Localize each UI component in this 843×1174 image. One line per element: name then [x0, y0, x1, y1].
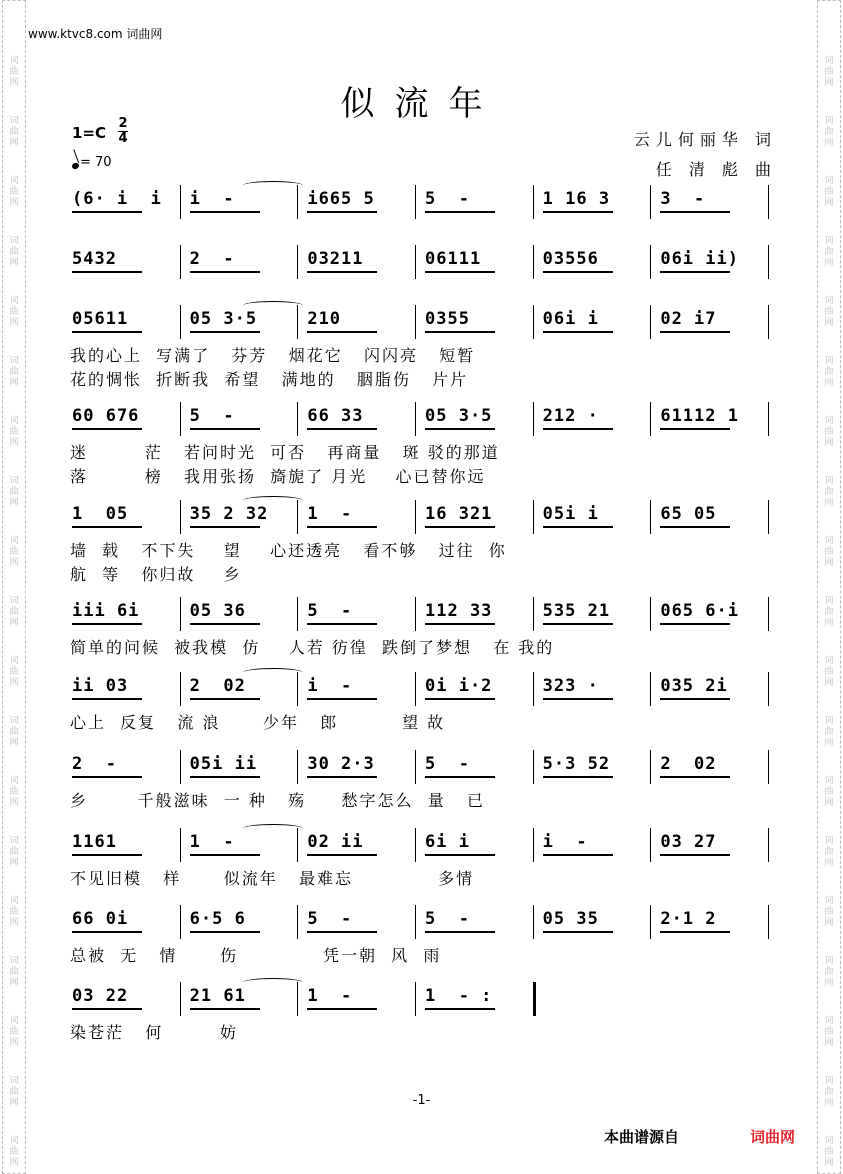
beam-line [72, 854, 142, 856]
measure-notes: 66 0i [72, 909, 129, 929]
measure-notes: 66 33 [307, 406, 364, 426]
beam-line [425, 1008, 495, 1010]
measure-notes: 05 36 [189, 601, 246, 621]
barline [650, 402, 651, 436]
lyric-line: 不见旧模 样 似流年 最难忘 多情 [70, 869, 475, 888]
barline [415, 185, 416, 219]
beam-line [660, 854, 730, 856]
beam-line [72, 1008, 142, 1010]
barline [415, 905, 416, 939]
barline [180, 245, 181, 279]
barline [650, 185, 651, 219]
measure-notes: 5 - [425, 909, 470, 929]
tie-arc [243, 824, 303, 833]
measure-notes: 02 ii [307, 832, 364, 852]
beam-line [307, 428, 377, 430]
margin-watermark: 词 曲 网 [9, 896, 19, 928]
beam-line [660, 211, 730, 213]
right-margin-strip [817, 0, 841, 1174]
measure-notes: 6·5 6 [189, 909, 246, 929]
barline [180, 672, 181, 706]
lyric-line: 航 等 你归故 乡 [70, 565, 242, 584]
lyric-line: 简单的问候 被我模 仿 人若 彷徨 跌倒了梦想 在 我的 [70, 638, 555, 657]
barline [533, 500, 534, 534]
measure-notes: 03 22 [72, 986, 129, 1006]
margin-watermark: 词 曲 网 [9, 596, 19, 628]
time-signature-bottom: 4 [118, 131, 128, 146]
beam-line [307, 623, 377, 625]
beam-line [190, 854, 260, 856]
measure-notes: 5 - [307, 601, 353, 621]
barline [415, 828, 416, 862]
barline [533, 305, 534, 339]
barline [768, 245, 769, 279]
barline [768, 672, 769, 706]
measure-notes: 05i i [542, 504, 599, 524]
measure-notes: i - [189, 189, 235, 209]
measure-notes: 05611 [72, 309, 129, 329]
margin-watermark: 词 曲 网 [824, 476, 834, 508]
margin-watermark: 词 曲 网 [9, 296, 19, 328]
beam-line [190, 331, 260, 333]
margin-watermark: 词 曲 网 [824, 836, 834, 868]
lyric-line: 心上 反复 流 浪 少年 郎 望 故 [70, 713, 446, 732]
beam-line [307, 271, 377, 273]
barline [533, 245, 534, 279]
barline [180, 750, 181, 784]
barline [650, 245, 651, 279]
beam-line [543, 854, 613, 856]
beam-line [543, 271, 613, 273]
measure-notes: 03 27 [660, 832, 717, 852]
lyric-line: 乡 千般滋味 一 种 殇 愁字怎么 量 已 [70, 791, 485, 810]
barline [180, 597, 181, 631]
barline [297, 245, 298, 279]
tie-arc [243, 978, 303, 987]
beam-line [190, 428, 260, 430]
beam-line [307, 931, 377, 933]
measure-notes: 5 - [189, 406, 235, 426]
beam-line [190, 1008, 260, 1010]
barline [768, 500, 769, 534]
measure-notes: 5 - [425, 754, 470, 774]
beam-line [543, 526, 613, 528]
key-signature: 1=C [72, 124, 107, 142]
measure-notes: 6i i [425, 832, 470, 852]
beam-line [307, 698, 377, 700]
measure-notes: 1 16 3 [542, 189, 611, 209]
margin-watermark: 词 曲 网 [824, 1076, 834, 1108]
measure-notes: 2 - [189, 249, 235, 269]
barline [415, 597, 416, 631]
margin-watermark: 词 曲 网 [824, 776, 834, 808]
barline [650, 750, 651, 784]
margin-watermark: 词 曲 网 [9, 356, 19, 388]
beam-line [660, 526, 730, 528]
measure-notes: i - [307, 676, 353, 696]
barline [297, 828, 298, 862]
barline [180, 305, 181, 339]
barline [180, 828, 181, 862]
margin-watermark: 词 曲 网 [9, 56, 19, 88]
measure-notes: 535 21 [542, 601, 611, 621]
beam-line [190, 211, 260, 213]
barline [533, 905, 534, 939]
lyric-line: 染苍茫 何 妨 [70, 1023, 238, 1042]
measure-notes: 03556 [542, 249, 599, 269]
margin-watermark: 词 曲 网 [9, 956, 19, 988]
margin-watermark: 词 曲 网 [824, 896, 834, 928]
barline [533, 672, 534, 706]
barline [297, 905, 298, 939]
tempo-marking [72, 155, 112, 170]
margin-watermark: 词 曲 网 [824, 176, 834, 208]
tempo-value: = 70 [80, 155, 112, 170]
margin-watermark: 词 曲 网 [824, 1016, 834, 1048]
barline [533, 750, 534, 784]
beam-line [425, 623, 495, 625]
barline [180, 500, 181, 534]
margin-watermark: 词 曲 网 [824, 356, 834, 388]
lyric-line: 墙 载 不下失 望 心还透亮 看不够 过往 你 [70, 541, 507, 560]
barline [297, 750, 298, 784]
barline [650, 597, 651, 631]
beam-line [190, 931, 260, 933]
beam-line [660, 776, 730, 778]
beam-line [543, 211, 613, 213]
margin-watermark: 词 曲 网 [824, 716, 834, 748]
beam-line [307, 526, 377, 528]
source-brand-logo: 词曲网 [750, 1128, 796, 1146]
margin-watermark: 词 曲 网 [824, 1136, 834, 1168]
margin-watermark: 词 曲 网 [824, 56, 834, 88]
measure-notes: 2 - [72, 754, 117, 774]
tie-arc [243, 496, 303, 505]
page-number: -1- [412, 1093, 431, 1108]
barline [533, 828, 534, 862]
margin-watermark: 词 曲 网 [824, 656, 834, 688]
barline [297, 597, 298, 631]
margin-watermark: 词 曲 网 [9, 1076, 19, 1108]
measure-notes: 035 2i [660, 676, 728, 696]
beam-line [307, 1008, 377, 1010]
barline [297, 402, 298, 436]
margin-watermark: 词 曲 网 [824, 116, 834, 148]
beam-line [72, 776, 142, 778]
barline [533, 982, 536, 1016]
beam-line [660, 271, 730, 273]
lyric-line: 我的心上 写满了 芬芳 烟花它 闪闪亮 短暂 [70, 346, 476, 365]
beam-line [543, 623, 613, 625]
beam-line [660, 331, 730, 333]
barline [768, 828, 769, 862]
tie-arc [243, 301, 303, 310]
beam-line [72, 698, 142, 700]
beam-line [425, 331, 495, 333]
measure-notes: 65 05 [660, 504, 717, 524]
margin-watermark: 词 曲 网 [824, 296, 834, 328]
measure-notes: 05 3·5 [425, 406, 493, 426]
margin-watermark: 词 曲 网 [9, 1136, 19, 1168]
margin-watermark: 词 曲 网 [824, 236, 834, 268]
measure-notes: i - [542, 832, 588, 852]
beam-line [543, 776, 613, 778]
lyric-line: 落 榜 我用张扬 旖旎了 月光 心已替你远 [70, 467, 486, 486]
barline [415, 672, 416, 706]
beam-line [190, 623, 260, 625]
barline [180, 905, 181, 939]
measure-notes: 1161 [72, 832, 117, 852]
barline [650, 305, 651, 339]
barline [768, 185, 769, 219]
barline [650, 828, 651, 862]
source-label: 本曲谱源自 [604, 1128, 680, 1146]
lyric-line: 总被 无 情 伤 凭一朝 风 雨 [70, 946, 442, 965]
barline [297, 672, 298, 706]
measure-notes: 212 · [542, 406, 599, 426]
beam-line [543, 698, 613, 700]
measure-notes: 02 i7 [660, 309, 717, 329]
measure-notes: 1 - [307, 504, 353, 524]
measure-notes: (6· i i [72, 189, 162, 209]
measure-notes: 210 [307, 309, 342, 329]
measure-notes: 1 - [307, 986, 353, 1006]
barline [415, 750, 416, 784]
lyric-line: 迷 茫 若问时光 可否 再商量 斑 驳的那道 [70, 443, 500, 462]
margin-watermark: 词 曲 网 [9, 416, 19, 448]
measure-notes: 06111 [425, 249, 482, 269]
measure-notes: 60 676 [72, 406, 140, 426]
beam-line [660, 931, 730, 933]
measure-notes: 05 35 [542, 909, 599, 929]
barline [650, 500, 651, 534]
lyricist-credit: 云儿何丽华 词 [633, 130, 777, 149]
margin-watermark: 词 曲 网 [9, 656, 19, 688]
barline [415, 245, 416, 279]
beam-line [425, 931, 495, 933]
tie-arc [243, 181, 303, 190]
site-url: www.ktvc8.com 词曲网 [28, 27, 163, 41]
barline [415, 500, 416, 534]
measure-notes: 05i ii [189, 754, 258, 774]
measure-notes: 06i ii) [660, 249, 739, 269]
measure-notes: 3 - [660, 189, 706, 209]
margin-watermark: 词 曲 网 [824, 536, 834, 568]
measure-notes: 323 · [542, 676, 599, 696]
measure-notes: 5 - [425, 189, 470, 209]
measure-notes: 112 33 [425, 601, 493, 621]
time-signature-top: 2 [118, 116, 128, 131]
measure-notes: 5·3 52 [542, 754, 611, 774]
measure-notes: 2 02 [189, 676, 246, 696]
beam-line [307, 211, 377, 213]
measure-notes: 5432 [72, 249, 117, 269]
measure-notes: 1 - [189, 832, 235, 852]
measure-notes: 5 - [307, 909, 353, 929]
beam-line [190, 271, 260, 273]
barline [768, 402, 769, 436]
beam-line [72, 623, 142, 625]
measure-notes: 065 6·i [660, 601, 739, 621]
margin-watermark: 词 曲 网 [9, 176, 19, 208]
beam-line [425, 271, 495, 273]
barline [180, 982, 181, 1016]
measure-notes: 61112 1 [660, 406, 739, 426]
barline [415, 305, 416, 339]
beam-line [190, 776, 260, 778]
barline [415, 402, 416, 436]
barline [768, 597, 769, 631]
lyric-line: 花的惆怅 折断我 希望 满地的 胭脂伤 片片 [70, 370, 469, 389]
barline [415, 982, 416, 1016]
margin-watermark: 词 曲 网 [9, 776, 19, 808]
beam-line [425, 698, 495, 700]
beam-line [72, 331, 142, 333]
beam-line [72, 428, 142, 430]
margin-watermark: 词 曲 网 [9, 476, 19, 508]
barline [768, 750, 769, 784]
beam-line [543, 331, 613, 333]
barline [180, 402, 181, 436]
barline [297, 982, 298, 1016]
barline [297, 185, 298, 219]
measure-notes: 1 - : [425, 986, 493, 1006]
barline [533, 185, 534, 219]
measure-notes: 03211 [307, 249, 364, 269]
beam-line [543, 931, 613, 933]
margin-watermark: 词 曲 网 [9, 836, 19, 868]
tie-arc [243, 668, 303, 677]
time-signature [118, 117, 128, 146]
beam-line [72, 526, 142, 528]
margin-watermark: 词 曲 网 [824, 596, 834, 628]
beam-line [425, 428, 495, 430]
beam-line [425, 854, 495, 856]
margin-watermark: 词 曲 网 [9, 1016, 19, 1048]
margin-watermark: 词 曲 网 [9, 536, 19, 568]
barline [533, 597, 534, 631]
measure-notes: 1 05 [72, 504, 129, 524]
measure-notes: 35 2 32 [189, 504, 269, 524]
margin-watermark: 词 曲 网 [9, 236, 19, 268]
measure-notes: ii 03 [72, 676, 129, 696]
measure-notes: 2·1 2 [660, 909, 717, 929]
barline [297, 305, 298, 339]
margin-watermark: 词 曲 网 [9, 716, 19, 748]
beam-line [425, 526, 495, 528]
beam-line [190, 526, 260, 528]
beam-line [543, 428, 613, 430]
margin-watermark: 词 曲 网 [9, 116, 19, 148]
beam-line [307, 854, 377, 856]
barline [297, 500, 298, 534]
beam-line [425, 776, 495, 778]
beam-line [307, 331, 377, 333]
barline [650, 672, 651, 706]
quarter-note-icon [71, 162, 80, 170]
barline [768, 305, 769, 339]
measure-notes: 16 321 [425, 504, 493, 524]
beam-line [72, 211, 142, 213]
beam-line [425, 211, 495, 213]
margin-watermark: 词 曲 网 [824, 416, 834, 448]
left-margin-strip [2, 0, 26, 1174]
beam-line [190, 698, 260, 700]
beam-line [660, 623, 730, 625]
composer-credit: 任 清 彪 曲 [655, 160, 777, 179]
measure-notes: 0355 [425, 309, 470, 329]
measure-notes: i665 5 [307, 189, 375, 209]
measure-notes: 0i i·2 [425, 676, 493, 696]
measure-notes: 30 2·3 [307, 754, 375, 774]
measure-notes: 21 61 [189, 986, 246, 1006]
beam-line [660, 428, 730, 430]
measure-notes: 06i i [542, 309, 599, 329]
beam-line [660, 698, 730, 700]
song-title: 似流年 [340, 84, 503, 124]
beam-line [307, 776, 377, 778]
measure-notes: 2 02 [660, 754, 717, 774]
margin-watermark: 词 曲 网 [824, 956, 834, 988]
barline [650, 905, 651, 939]
barline [768, 905, 769, 939]
beam-line [72, 271, 142, 273]
beam-line [72, 931, 142, 933]
measure-notes: iii 6i [72, 601, 140, 621]
barline [533, 402, 534, 436]
barline [180, 185, 181, 219]
measure-notes: 05 3·5 [189, 309, 258, 329]
